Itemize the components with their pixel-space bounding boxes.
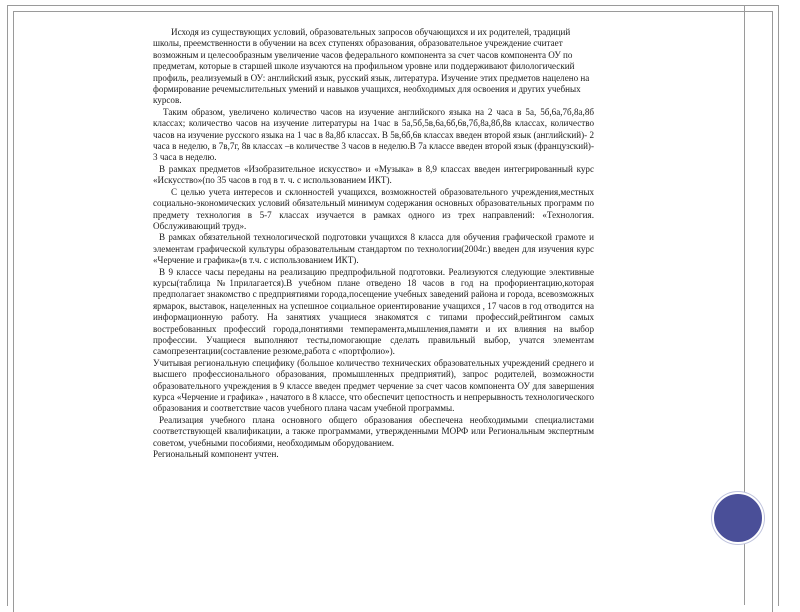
- paragraph-art-course: В рамках предметов «Изобразительное искусство» и «Музыка» в 8,9 классах введен интегрированный курс «Искусство»(по 35 часов в год в т. ч. с использованием ИКТ).: [153, 163, 594, 186]
- paragraph-hours-increase: Таким образом, увеличено количество часов на изучение английского языка на 2 часа в 5а, 5б,6а,7б,8а,8б классах; количество часов на изучение литературы на 1час в 5а,5б,5в,6а,6б,6в,7б,8а,8б,8в классах, количество часов на изучение русского языка на 1 час в 8а,8б классах. В 5в,6б,6в классах введен второй язык (английский)- 2 часа в неделю, в 7в,7г, 8в классах –в количестве 3 часов в неделю.В 7а классе введен второй язык (французский)- 3 часа в неделю.: [153, 106, 594, 163]
- decorative-circle: [712, 492, 764, 544]
- paragraph-technology: С целью учета интересов и склонностей учащихся, возможностей образовательного учреждения,местных социально-экономических условий обязательный минимум содержания основных образовательных программ по предмету технология в 5-7 классах изучается в рамках одного из трех направлений: «Технология. Обслуживающий труд».: [153, 186, 594, 231]
- paragraph-drawing-course: В рамках обязательной технологической подготовки учащихся 8 класса для обучения графической грамоте и элементам графической культуры образовательным стандартом по технологии(2004г.) введен для изучения курс «Черчение и графика»(в т.ч. с использованием ИКТ).: [153, 232, 594, 266]
- paragraph-regional-component: Региональный компонент учтен.: [153, 449, 279, 460]
- paragraph-regional-specifics: Учитывая региональную специфику (большое количество технических образовательных учреждений среднего и высшего профессионального образования, промышленных предприятий), запрос родителей, возможности образовательного учреждения в 9 классе введен предмет черчение за счет часов компонента ОУ для завершения курса «Черчение и графика» , начатого в 8 классе, что обеспечит цепостность и непрерывность технологического образования и соответствие часов учебного плана часам учебной программы.: [153, 357, 594, 414]
- paragraph-intro: Исходя из существующих условий, образовательных запросов обучающихся и их родителей, традиций школы, преемственности в обучении на всех ступенях образования, образовательное учреждение считает возможным и целесообразным увеличение часов федерального компонента за счет часов компонента ОУ по предметам, которые в старшей школе изучаются на профильном уровне или поддерживают филологический профиль, реализуемый в ОУ: английский язык, русский язык, литература. Изучение этих предметов нацелено на формирование речемыслительных умений и навыков учащихся, необходимых для освоения и других учебных курсов.: [153, 27, 590, 106]
- document-body: [153, 27, 594, 460]
- paragraph-implementation: Реализация учебного плана основного общего образования обеспечена необходимыми специалистами соответствующей квалификации, а также программами, утвержденными МОРФ или Региональным экспертным советом, учебными пособиями, необходимым оборудованием.: [153, 414, 594, 448]
- paragraph-preprofile: В 9 классе часы переданы на реализацию предпрофильной подготовки. Реализуются следующие элективные курсы(таблица №1прилагается).В учебном плане отведено 18 часов в год на профориентацию,которая предполагает знакомство с предприятиями города,посещение учебных заведений района и города, всевозможных ярмарок, выставок, нацеленных на успешное социальное ориентирование учащихся , 17 часов в год отводится на информационную работу. На занятиях учащиеся знакомятся с типами профессий,рейтингом самых востребованных профессий города,понятиями темперамента,мышления,памяти и их влияния на выбор профессии. Учащиеся выполняют тесты,помогающие сделать правильный выбор, учатся элементам самопрезентации(составление резюме,работа с «портфолио»).: [153, 266, 594, 357]
